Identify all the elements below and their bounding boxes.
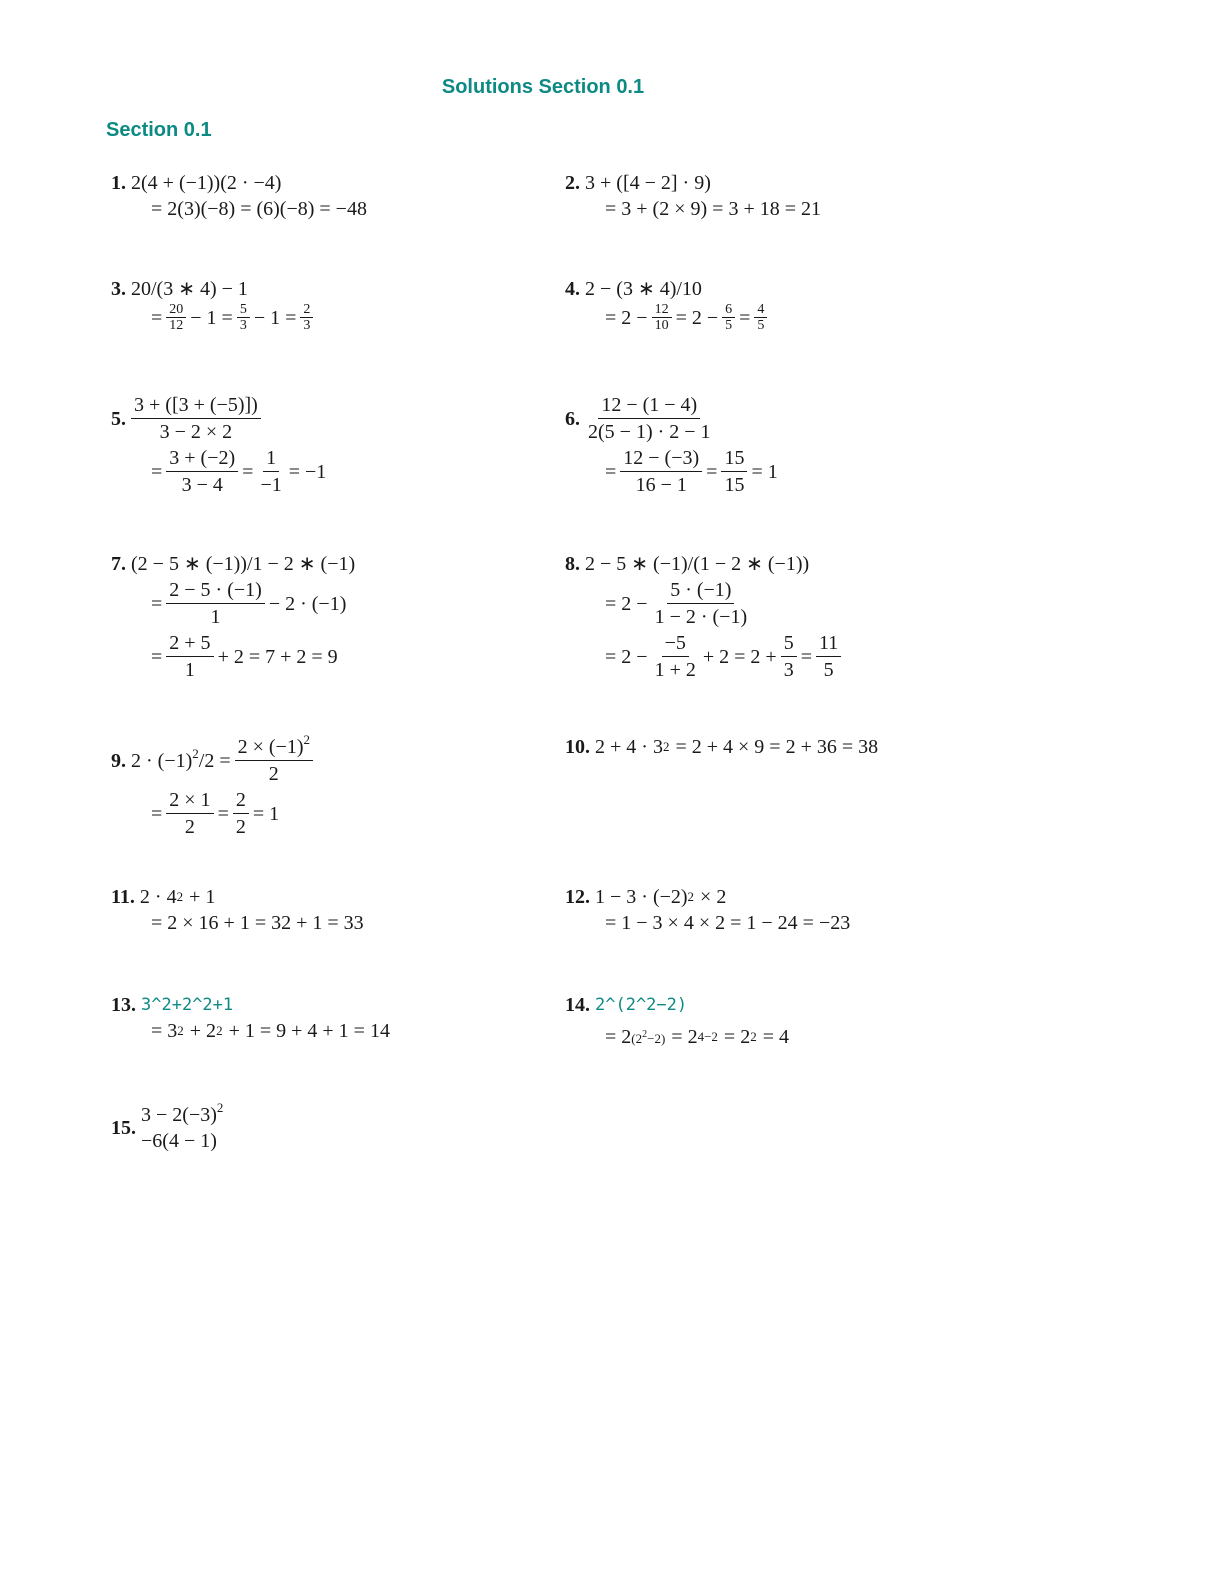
equals-sign: = xyxy=(151,802,163,825)
exponent xyxy=(631,1029,666,1046)
expression-text: 2 + 4 · 3 xyxy=(595,736,663,758)
problem-6 xyxy=(565,392,778,498)
bottom-line: −6(4 − 1) xyxy=(141,1130,217,1152)
denominator: 15 xyxy=(724,474,745,496)
solution-step xyxy=(111,302,317,333)
problem-number: 10. xyxy=(565,736,590,758)
problem-number: 14. xyxy=(565,994,590,1016)
problem-5 xyxy=(111,392,326,498)
operator-text: = 2 − xyxy=(605,592,648,615)
numerator: 2 − 5 · (−1) xyxy=(166,577,265,604)
code-expression: 2^(2^2−2) xyxy=(595,995,688,1015)
numerator: 20 xyxy=(166,302,186,318)
denominator: 5 xyxy=(725,318,733,333)
numerator: 5 xyxy=(237,302,250,318)
result-text: + 2 = 7 + 2 = 9 xyxy=(217,645,338,668)
equals-sign: = xyxy=(706,460,718,483)
fraction xyxy=(754,302,767,333)
fraction xyxy=(652,577,751,630)
solution-step xyxy=(565,445,778,498)
problem-12: 12. 1 − 3 · (−2) 2 × 2 = 1 − 3 × 4 × 2 = 1 − 24 = −23 xyxy=(565,886,851,934)
problem-expression: 2(4 + (−1))(2 · −4) xyxy=(131,172,282,194)
equals-sign: = xyxy=(151,460,163,483)
expression-text: = 2 xyxy=(605,1026,632,1048)
problem-11: 11. 2 · 4 2 + 1 = 2 × 16 + 1 = 32 + 1 = 33 xyxy=(111,886,364,934)
denominator: −1 xyxy=(260,474,282,496)
fraction xyxy=(233,787,249,840)
solution-step: = 2 × 16 + 1 = 32 + 1 = 33 xyxy=(151,912,364,934)
operator-text: − 2 · (−1) xyxy=(268,592,347,615)
fraction xyxy=(166,630,213,683)
top-line xyxy=(141,1102,223,1128)
equals-sign: = xyxy=(800,645,812,668)
denominator: 5 xyxy=(757,318,765,333)
solution-step xyxy=(565,630,845,683)
denominator: 1 xyxy=(210,606,221,628)
operator-text: = xyxy=(739,306,751,329)
fraction xyxy=(585,392,714,445)
expression-text: 3 − 2(−3) xyxy=(141,1104,217,1126)
numerator: 2 xyxy=(233,787,249,814)
problem-expression xyxy=(131,745,231,774)
fraction xyxy=(166,577,265,630)
numerator: 12 − (1 − 4) xyxy=(598,392,700,419)
denominator: 12 xyxy=(169,318,184,333)
expression-text: × 2 xyxy=(700,886,727,908)
result-text: = −1 xyxy=(288,460,327,483)
expression-text: = 3 xyxy=(151,1020,178,1042)
fraction xyxy=(816,630,841,683)
fraction xyxy=(652,302,672,333)
solution-step xyxy=(111,787,317,840)
fraction xyxy=(166,302,186,333)
numerator: 2 xyxy=(300,302,313,318)
denominator: 1 + 2 xyxy=(654,659,696,681)
numerator: 5 xyxy=(781,630,797,657)
equals-sign: = xyxy=(151,306,163,329)
problem-2 xyxy=(565,170,821,222)
problem-expression: (2 − 5 ∗ (−1))/1 − 2 ∗ (−1) xyxy=(131,553,356,575)
solution-step xyxy=(565,577,845,630)
fraction xyxy=(166,787,213,840)
problem-4 xyxy=(565,276,771,333)
stacked-expression xyxy=(141,1102,223,1154)
operator-text: − 1 = xyxy=(253,306,297,329)
fraction xyxy=(721,445,747,498)
problem-expression: 2 − 5 ∗ (−1)/(1 − 2 ∗ (−1)) xyxy=(585,553,810,575)
expression-text: = 2 xyxy=(723,1026,751,1048)
problem-number: 8. xyxy=(565,553,580,575)
problem-expression: 20/(3 ∗ 4) − 1 xyxy=(131,278,248,300)
equals-sign: = xyxy=(605,460,617,483)
problem-number: 9. xyxy=(111,749,126,772)
fraction xyxy=(781,630,797,683)
solution-step xyxy=(565,302,771,333)
denominator: 1 xyxy=(184,659,195,681)
solution-step: = 3 2 + 2 2 + 1 = 9 + 4 + 1 = 14 xyxy=(151,1020,390,1042)
expression-text: + 1 xyxy=(189,886,216,908)
problem-13 xyxy=(111,992,390,1044)
equals-sign: = xyxy=(242,460,254,483)
problem-number: 7. xyxy=(111,553,126,575)
expression-text: /2 = xyxy=(198,749,231,772)
equals-sign: = xyxy=(151,592,163,615)
equals-sign: = xyxy=(217,802,229,825)
expression-text: 2 · 4 xyxy=(139,886,177,908)
problem-7 xyxy=(111,551,355,683)
numerator: 4 xyxy=(754,302,767,318)
exponent: 2 xyxy=(192,745,199,761)
page-title: Solutions Section 0.1 xyxy=(441,76,645,98)
problem-number: 3. xyxy=(111,278,126,300)
fraction xyxy=(131,392,261,445)
fraction xyxy=(620,445,702,498)
problem-number: 4. xyxy=(565,278,580,300)
numerator xyxy=(235,734,313,761)
expression-text: = 2 + 4 × 9 = 2 + 36 = 38 xyxy=(675,736,879,758)
solution-step xyxy=(111,577,355,630)
problem-10: 10. 2 + 4 · 3 2 = 2 + 4 × 9 = 2 + 36 = 38 xyxy=(565,736,879,758)
numerator: 3 + (−2) xyxy=(166,445,238,472)
problem-number: 11. xyxy=(111,886,135,908)
solution-step: = 3 + (2 × 9) = 3 + 18 = 21 xyxy=(605,198,821,220)
operator-text: − 1 = xyxy=(190,306,233,329)
expression-text: + 2 xyxy=(189,1020,217,1042)
expression-text: + 1 = 9 + 4 + 1 = 14 xyxy=(228,1020,390,1042)
problem-number: 12. xyxy=(565,886,590,908)
problem-expression: 2 − (3 ∗ 4)/10 xyxy=(585,278,702,300)
expression-text: = 2 xyxy=(671,1026,698,1048)
result-text: = 1 xyxy=(252,802,280,825)
fraction xyxy=(722,302,735,333)
operator-text: + 2 = 2 + xyxy=(702,645,777,668)
result-text: = 4 xyxy=(762,1026,789,1048)
exponent-part: (2 xyxy=(631,1031,643,1046)
numerator: 11 xyxy=(816,630,841,657)
expression-text: 1 − 3 · (−2) xyxy=(595,886,688,908)
operator-text: = 2 − xyxy=(605,645,648,668)
problem-14 xyxy=(565,992,789,1050)
denominator: 2(5 − 1) · 2 − 1 xyxy=(588,421,711,443)
denominator: 5 xyxy=(823,659,834,681)
fraction xyxy=(652,630,699,683)
fraction xyxy=(235,734,313,787)
numerator: 2 + 5 xyxy=(166,630,213,657)
denominator: 16 − 1 xyxy=(635,474,687,496)
problem-1 xyxy=(111,170,367,222)
problem-15 xyxy=(111,1102,223,1154)
problem-8 xyxy=(565,551,845,683)
problem-number: 15. xyxy=(111,1117,136,1139)
numerator: 15 xyxy=(721,445,747,472)
numerator: 6 xyxy=(722,302,735,318)
problem-9 xyxy=(111,734,317,840)
numerator: −5 xyxy=(662,630,689,657)
problem-3 xyxy=(111,276,317,333)
denominator: 1 − 2 · (−1) xyxy=(654,606,748,628)
operator-text: = 2 − xyxy=(675,306,719,329)
numerator: 12 xyxy=(652,302,672,318)
nested-exponent: 2 xyxy=(642,1029,648,1040)
numerator: 3 + ([3 + (−5)]) xyxy=(131,392,261,419)
fraction xyxy=(237,302,250,333)
numerator-text: 2 × (−1) xyxy=(237,736,304,758)
section-heading: Section 0.1 xyxy=(106,119,212,141)
code-expression: 3^2+2^2+1 xyxy=(141,995,234,1015)
denominator: 2 xyxy=(268,763,279,785)
numerator: 5 · (−1) xyxy=(667,577,734,604)
numerator: 12 − (−3) xyxy=(620,445,702,472)
exponent: 2 xyxy=(303,732,310,747)
problem-number: 1. xyxy=(111,172,126,194)
fraction xyxy=(300,302,313,333)
equals-sign: = xyxy=(151,645,163,668)
denominator: 3 xyxy=(303,318,311,333)
denominator: 3 − 2 × 2 xyxy=(159,421,233,443)
solution-step: = 2 $(2^2-2)$ = 2 4−2 = 2 2 = 4 xyxy=(605,1026,789,1048)
problem-expression: 3 + ([4 − 2] · 9) xyxy=(585,172,711,194)
denominator: 3 − 4 xyxy=(181,474,223,496)
fraction xyxy=(166,445,238,498)
solution-step xyxy=(111,630,355,683)
expression-text: 2 · (−1) xyxy=(131,749,193,772)
problem-number: 5. xyxy=(111,407,126,430)
numerator: 1 xyxy=(263,445,279,472)
denominator: 10 xyxy=(654,318,669,333)
fraction xyxy=(257,445,284,498)
solution-step: = 1 − 3 × 4 × 2 = 1 − 24 = −23 xyxy=(605,912,851,934)
exponent-part: −2) xyxy=(647,1031,666,1046)
operator-text: = 2 − xyxy=(605,306,648,329)
result-text: = 1 xyxy=(751,460,778,483)
problem-number: 13. xyxy=(111,994,136,1016)
exponent: 2 xyxy=(216,1100,224,1115)
denominator: 2 xyxy=(184,816,195,838)
problem-number: 2. xyxy=(565,172,580,194)
denominator: 3 xyxy=(783,659,794,681)
numerator: 2 × 1 xyxy=(166,787,213,814)
solution-step xyxy=(111,445,326,498)
denominator: 2 xyxy=(235,816,246,838)
solution-step: = 2(3)(−8) = (6)(−8) = −48 xyxy=(151,198,367,220)
denominator: 3 xyxy=(239,318,247,333)
problem-number: 6. xyxy=(565,407,580,430)
